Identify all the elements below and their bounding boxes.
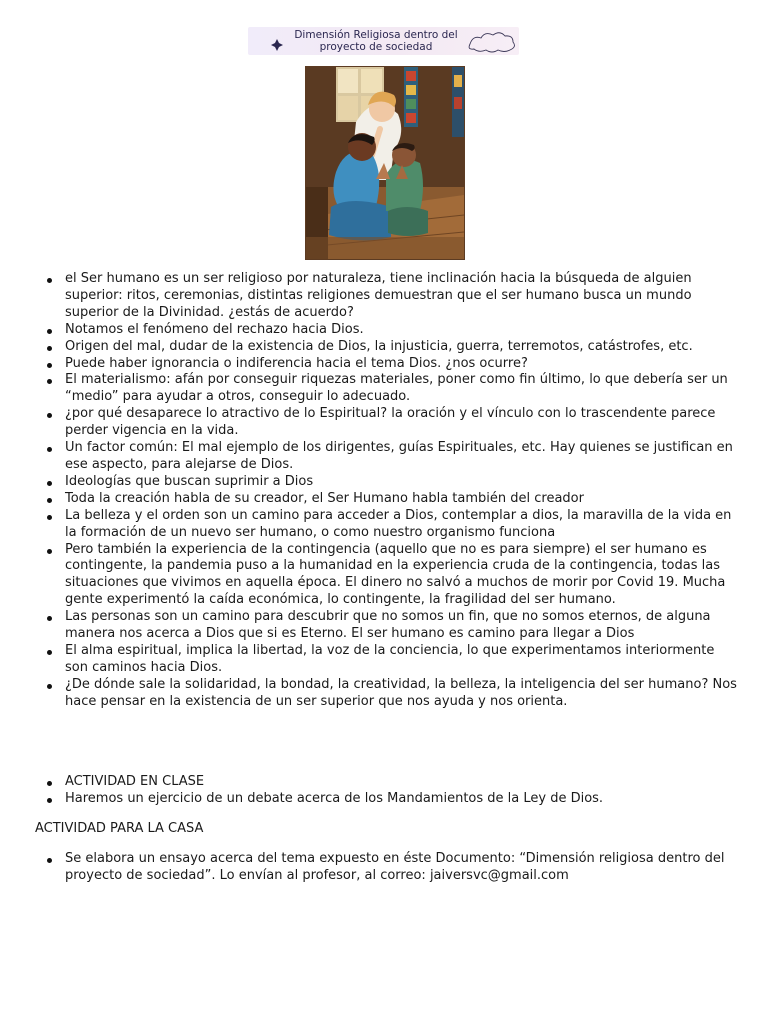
main-bullet-list [47,271,737,711]
list-item: Origen del mal, dudar de la existencia de Dios, la injusticia, guerra, terremotos, catástrofes, etc. [47,339,737,356]
home-activity-heading: ACTIVIDAD PARA LA CASA [35,821,204,836]
list-item: ¿De dónde sale la solidaridad, la bondad, la creatividad, la belleza, la inteligencia del ser humano? Nos hace pensar en la existencia de un ser superior que nos ayuda y nos orienta. [47,677,737,711]
list-item: Pero también la experiencia de la contingencia (aquello que no es para siempre) el ser humano es contingente, la pandemia puso a la humanidad en la experiencia cruda de la contingencia, todas las situaciones que vivimos en aquella época. El dinero no salvó a muchos de morir por Covid 19. Mucha gente experimentó la caída económica, lo contingente, la fragilidad del ser humano. [47,542,737,610]
list-item: El alma espiritual, implica la libertad, la voz de la conciencia, lo que experimentamos interiormente son caminos hacia Dios. [47,643,737,677]
list-item: Un factor común: El mal ejemplo de los dirigentes, guías Espirituales, etc. Hay quienes se justifican en ese aspecto, para alejarse de Dios. [47,440,737,474]
home-activity-list [47,851,737,885]
list-item: Puede haber ignorancia o indiferencia hacia el tema Dios. ¿nos ocurre? [47,356,737,373]
praying-children-illustration [305,66,465,260]
list-item: Haremos un ejercicio de un debate acerca de los Mandamientos de la Ley de Dios. [47,791,737,808]
list-item: Las personas son un camino para descubrir que no somos un fin, que no somos eternos, de alguna manera nos acerca a Dios que si es Eterno. El ser humano es camino para llegar a Dios [47,609,737,643]
list-item: Notamos el fenómeno del rechazo hacia Dios. [47,322,737,339]
title-banner [248,27,519,55]
list-item: ACTIVIDAD EN CLASE [47,774,737,791]
list-item: ¿por qué desaparece lo atractivo de lo Espiritual? la oración y el vínculo con lo trascendente parece perder vigencia en la vida. [47,406,737,440]
list-item: La belleza y el orden son un camino para acceder a Dios, contemplar a dios, la maravilla de la vida en la formación de un nuevo ser humano, o como nuestro organismo funciona [47,508,737,542]
list-item: El materialismo: afán por conseguir riquezas materiales, poner como fin último, lo que debería ser un “medio” para ayudar a otros, conseguir lo adecuado. [47,372,737,406]
list-item: Ideologías que buscan suprimir a Dios [47,474,737,491]
page-title: Dimensión Religiosa dentro del proyecto de sociedad [294,29,458,53]
class-activity-list [47,774,737,808]
list-item: el Ser humano es un ser religioso por naturaleza, tiene inclinación hacia la búsqueda de alguien superior: ritos, ceremonias, distintas religiones demuestran que el ser humano busca un mundo superior de la Divinidad. ¿estás de acuerdo? [47,271,737,322]
list-item: Toda la creación habla de su creador, el Ser Humano habla también del creador [47,491,737,508]
list-item: Se elabora un ensayo acerca del tema expuesto en éste Documento: “Dimensión religiosa dentro del proyecto de sociedad”. Lo envían al profesor, al correo: jaiversvc@gmail.com [47,851,737,885]
